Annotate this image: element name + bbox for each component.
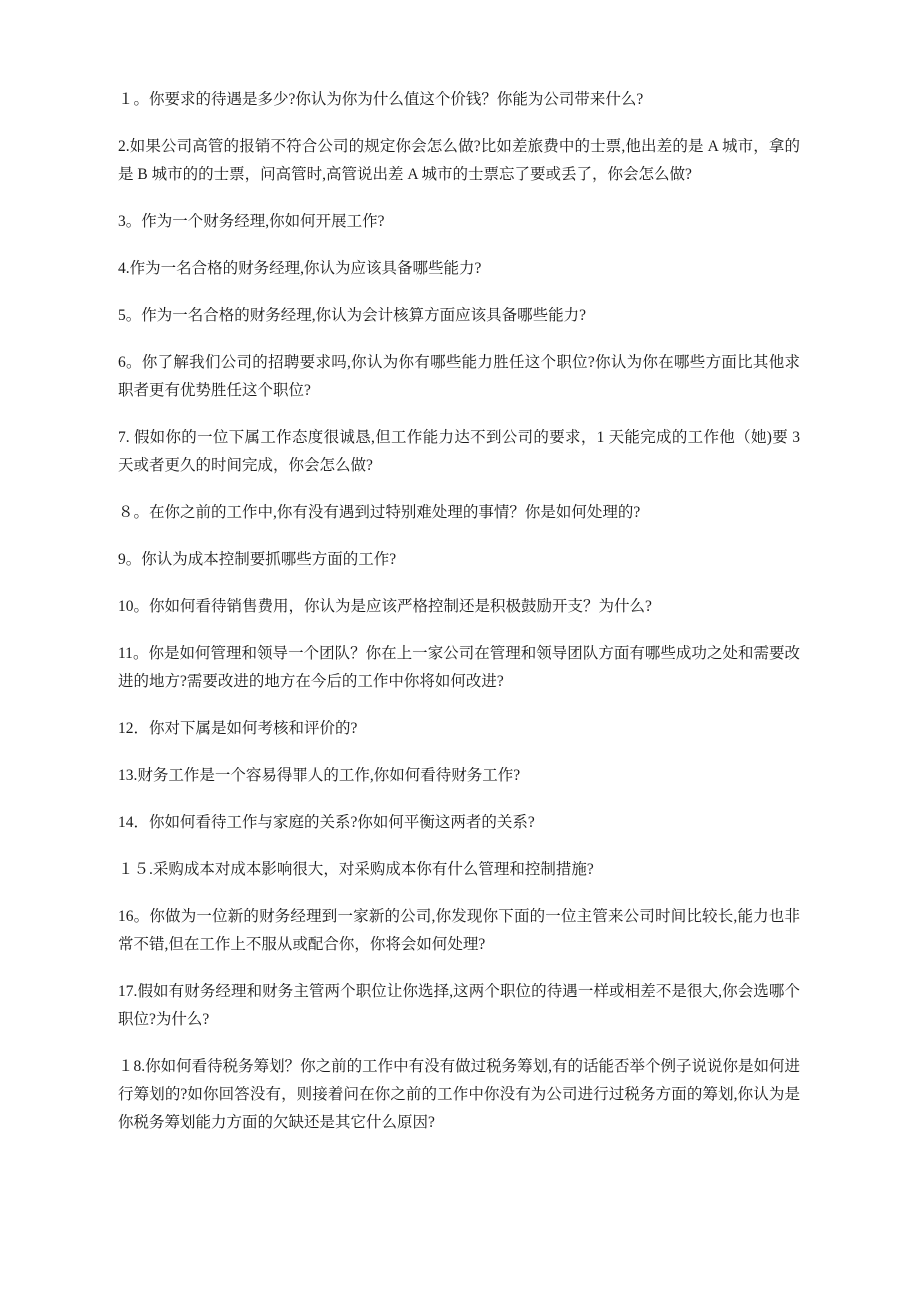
question-paragraph-16: 16。你做为一位新的财务经理到一家新的公司,你发现你下面的一位主管来公司时间比较长,能力也非常不错,但在工作上不服从或配合你，你将会如何处理? bbox=[118, 908, 800, 953]
question-list bbox=[118, 86, 800, 1137]
question-paragraph-13: 13.财务工作是一个容易得罪人的工作,你如何看待财务工作? bbox=[118, 767, 521, 784]
question-paragraph-11: 11。你是如何管理和领导一个团队？你在上一家公司在管理和领导团队方面有哪些成功之处和需要改进的地方?需要改进的地方在今后的工作中你将如何改进? bbox=[118, 645, 800, 690]
question-paragraph-10: 10。你如何看待销售费用，你认为是应该严格控制还是积极鼓励开支？为什么? bbox=[118, 598, 652, 615]
question-paragraph-14: 14．你如何看待工作与家庭的关系?你如何平衡这两者的关系? bbox=[118, 814, 535, 831]
question-paragraph-3: 3。作为一个财务经理,你如何开展工作? bbox=[118, 213, 385, 230]
question-paragraph-6: 6。你了解我们公司的招聘要求吗,你认为你有哪些能力胜任这个职位?你认为你在哪些方面比其他求职者更有优势胜任这个职位? bbox=[118, 354, 800, 399]
question-paragraph-4: 4.作为一名合格的财务经理,你认为应该具备哪些能力? bbox=[118, 260, 482, 277]
question-paragraph-5: 5。作为一名合格的财务经理,你认为会计核算方面应该具备哪些能力? bbox=[118, 307, 587, 324]
question-paragraph-8: ８。在你之前的工作中,你有没有遇到过特别难处理的事情？你是如何处理的? bbox=[118, 504, 641, 521]
question-paragraph-12: 12．你对下属是如何考核和评价的? bbox=[118, 720, 358, 737]
question-paragraph-9: 9。你认为成本控制要抓哪些方面的工作? bbox=[118, 551, 397, 568]
question-paragraph-17: 17.假如有财务经理和财务主管两个职位让你选择,这两个职位的待遇一样或相差不是很大,你会选哪个职位?为什么? bbox=[118, 983, 800, 1028]
question-paragraph-2: 2.如果公司高管的报销不符合公司的规定你会怎么做?比如差旅费中的士票,他出差的是 A 城市，拿的是 B 城市的的士票，问高管时,高管说出差 A 城市的士票忘了要或丢了，你会怎么做? bbox=[118, 138, 800, 183]
question-paragraph-1: １。你要求的待遇是多少?你认为你为什么值这个价钱？你能为公司带来什么? bbox=[118, 91, 644, 108]
question-paragraph-15: １５.采购成本对成本影响很大，对采购成本你有什么管理和控制措施? bbox=[118, 861, 594, 878]
question-paragraph-18: １8.你如何看待税务筹划？你之前的工作中有没有做过税务筹划,有的话能否举个例子说说你是如何进行筹划的?如你回答没有，则接着问在你之前的工作中你没有为公司进行过税务方面的筹划,你认为是你税务筹划能力方面的欠缺还是其它什么原因? bbox=[118, 1058, 801, 1131]
question-paragraph-7: 7. 假如你的一位下属工作态度很诚恳,但工作能力达不到公司的要求，1 天能完成的工作他（她)要 3 天或者更久的时间完成，你会怎么做? bbox=[118, 429, 800, 474]
